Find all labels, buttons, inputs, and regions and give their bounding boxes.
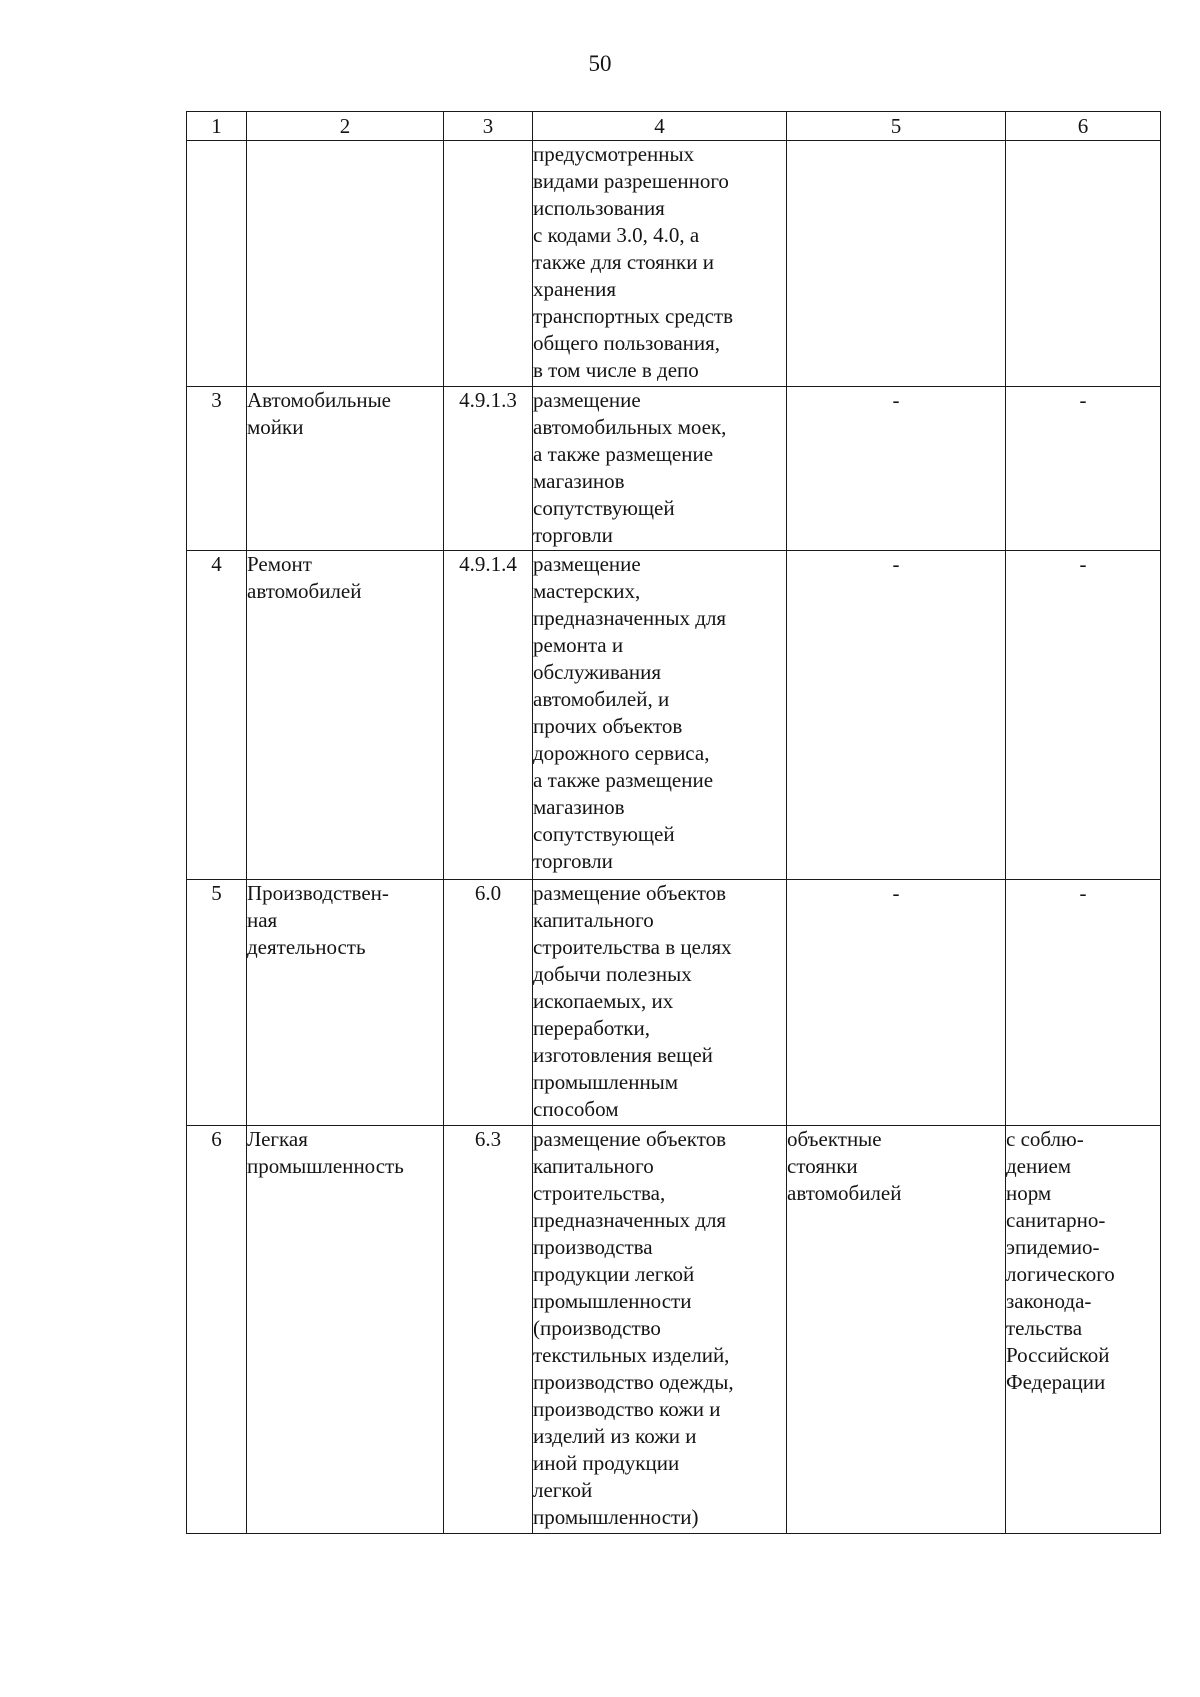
row-number: 6: [187, 1126, 247, 1534]
table-header-row: [187, 112, 1161, 141]
column-6-value: с соблю- дением норм санитарно- эпидемио- логического законода- тельства Российской Федерации: [1006, 1126, 1161, 1534]
use-type-name: Ремонт автомобилей: [247, 551, 444, 880]
table-row: [187, 880, 1161, 1126]
column-5-value: [787, 141, 1006, 387]
header-col-2: 2: [247, 112, 444, 141]
use-type-description: предусмотренных видами разрешенного использования с кодами 3.0, 4.0, а также для стоянки и хранения транспортных средств общего пользования, в том числе в депо: [533, 141, 787, 387]
table-row: [187, 1126, 1161, 1534]
column-6-value: -: [1006, 880, 1161, 1126]
table-row: [187, 141, 1161, 387]
row-number: 4: [187, 551, 247, 880]
use-type-code: 4.9.1.4: [444, 551, 533, 880]
use-type-description: размещение объектов капитального строительства в целях добычи полезных ископаемых, их переработки, изготовления вещей промышленным способом: [533, 880, 787, 1126]
use-type-code: [444, 141, 533, 387]
column-5-value: -: [787, 551, 1006, 880]
use-type-description: размещение автомобильных моек, а также размещение магазинов сопутствующей торговли: [533, 387, 787, 551]
use-type-name: [247, 141, 444, 387]
column-5-value: объектные стоянки автомобилей: [787, 1126, 1006, 1534]
use-type-description: размещение мастерских, предназначенных для ремонта и обслуживания автомобилей, и прочих объектов дорожного сервиса, а также размещение магазинов сопутствующей торговли: [533, 551, 787, 880]
use-type-name: Автомобильные мойки: [247, 387, 444, 551]
header-col-6: 6: [1006, 112, 1161, 141]
row-number: [187, 141, 247, 387]
use-type-name: Производствен- ная деятельность: [247, 880, 444, 1126]
column-6-value: [1006, 141, 1161, 387]
column-5-value: -: [787, 387, 1006, 551]
header-col-5: 5: [787, 112, 1006, 141]
header-col-1: 1: [187, 112, 247, 141]
use-type-code: 6.0: [444, 880, 533, 1126]
column-6-value: -: [1006, 551, 1161, 880]
header-col-3: 3: [444, 112, 533, 141]
page-number: 50: [588, 51, 612, 76]
table-row: [187, 551, 1161, 880]
use-type-name: Легкая промышленность: [247, 1126, 444, 1534]
use-type-description: размещение объектов капитального строительства, предназначенных для производства продукции легкой промышленности (производство текстильных изделий, производство одежды, производство кожи и изделий из кожи и иной продукции легкой промышленности): [533, 1126, 787, 1534]
column-5-value: -: [787, 880, 1006, 1126]
table-row: [187, 387, 1161, 551]
header-col-4: 4: [533, 112, 787, 141]
row-number: 5: [187, 880, 247, 1126]
column-6-value: -: [1006, 387, 1161, 551]
row-number: 3: [187, 387, 247, 551]
use-type-code: 6.3: [444, 1126, 533, 1534]
use-type-code: 4.9.1.3: [444, 387, 533, 551]
land-use-table: [186, 111, 1161, 1534]
